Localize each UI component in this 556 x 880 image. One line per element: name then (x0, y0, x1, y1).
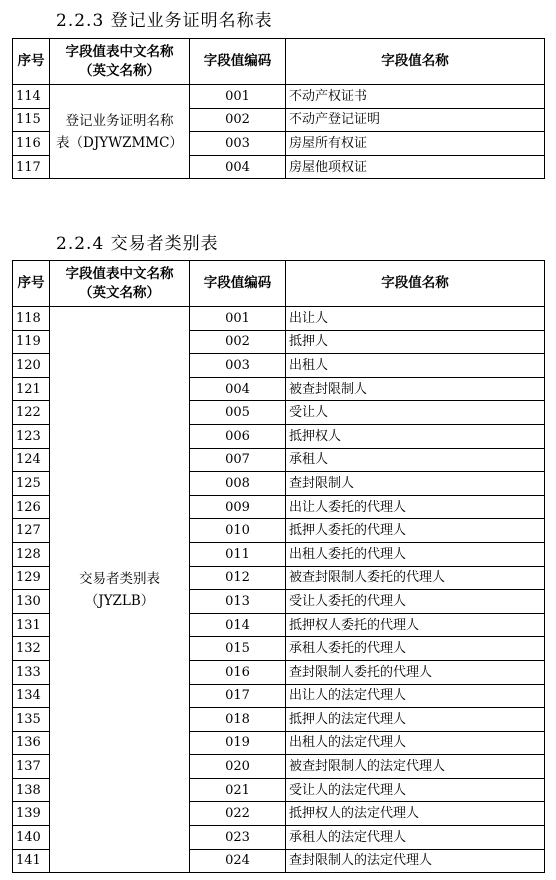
cell-seq: 140 (13, 826, 50, 850)
cell-code: 005 (190, 401, 286, 425)
cell-code: 013 (190, 590, 286, 614)
cell-name: 查封限制人委托的代理人 (286, 660, 545, 684)
cell-code: 017 (190, 684, 286, 708)
cell-seq: 132 (13, 637, 50, 661)
cell-name: 受让人的法定代理人 (286, 778, 545, 802)
cell-seq: 137 (13, 755, 50, 779)
table-header-row (13, 39, 545, 85)
cell-code: 004 (190, 377, 286, 401)
cell-name: 抵押人的法定代理人 (286, 708, 545, 732)
cell-seq: 117 (13, 155, 50, 179)
cell-seq: 135 (13, 708, 50, 732)
table-row (13, 85, 545, 109)
header-field-line1: 字段值表中文名称 (65, 43, 174, 60)
cell-name: 受让人委托的代理人 (286, 590, 545, 614)
cell-name: 承租人 (286, 448, 545, 472)
cell-seq: 133 (13, 660, 50, 684)
cell-code: 001 (190, 307, 286, 331)
cell-code: 018 (190, 708, 286, 732)
cell-seq: 118 (13, 307, 50, 331)
cell-seq: 115 (13, 108, 50, 132)
cell-seq: 129 (13, 566, 50, 590)
cell-name: 抵押权人委托的代理人 (286, 613, 545, 637)
header-field-line2: （英文名称） (79, 284, 160, 301)
cell-seq: 125 (13, 472, 50, 496)
cell-seq: 124 (13, 448, 50, 472)
table-name-line2: （JYZLB） (84, 592, 155, 609)
table-name-line2: 表（DJYWZMMC） (56, 134, 183, 151)
cell-name: 抵押人 (286, 330, 545, 354)
cell-seq: 141 (13, 849, 50, 873)
header-field-line1: 字段值表中文名称 (65, 265, 174, 282)
cell-code: 006 (190, 424, 286, 448)
header-code: 字段值编码 (190, 39, 286, 85)
cell-name: 出租人 (286, 354, 545, 378)
cell-name: 被查封限制人的法定代理人 (286, 755, 545, 779)
cell-code: 023 (190, 826, 286, 850)
cell-code: 015 (190, 637, 286, 661)
cell-name: 查封限制人 (286, 472, 545, 496)
header-name: 字段值名称 (286, 261, 545, 307)
cell-code: 002 (190, 330, 286, 354)
cell-code: 004 (190, 155, 286, 179)
section-heading-2-2-4: 2.2.4 交易者类别表 (56, 234, 219, 254)
cell-code: 008 (190, 472, 286, 496)
cell-name: 被查封限制人 (286, 377, 545, 401)
cell-name: 抵押权人的法定代理人 (286, 802, 545, 826)
cell-code: 009 (190, 495, 286, 519)
header-field-line2: （英文名称） (79, 62, 160, 79)
header-code: 字段值编码 (190, 261, 286, 307)
cell-code: 024 (190, 849, 286, 873)
trader-category-table (12, 260, 545, 873)
cell-name: 承租人的法定代理人 (286, 826, 545, 850)
header-seq: 序号 (13, 261, 50, 307)
cell-name: 不动产登记证明 (286, 108, 545, 132)
cell-seq: 122 (13, 401, 50, 425)
cell-name: 查封限制人的法定代理人 (286, 849, 545, 873)
cell-seq: 134 (13, 684, 50, 708)
cell-code: 002 (190, 108, 286, 132)
cell-seq: 131 (13, 613, 50, 637)
cell-code: 016 (190, 660, 286, 684)
cell-seq: 116 (13, 132, 50, 156)
cell-name: 出让人的法定代理人 (286, 684, 545, 708)
section-heading-2-2-3: 2.2.3 登记业务证明名称表 (56, 11, 273, 31)
cell-name: 出让人委托的代理人 (286, 495, 545, 519)
cell-code: 003 (190, 132, 286, 156)
cell-table-name (50, 307, 190, 873)
cell-name: 抵押人委托的代理人 (286, 519, 545, 543)
cell-seq: 119 (13, 330, 50, 354)
cell-name: 不动产权证书 (286, 85, 545, 109)
cell-seq: 120 (13, 354, 50, 378)
header-field-table-name (50, 261, 190, 307)
cell-name: 出让人 (286, 307, 545, 331)
cell-seq: 128 (13, 542, 50, 566)
cell-code: 022 (190, 802, 286, 826)
cell-code: 001 (190, 85, 286, 109)
header-seq: 序号 (13, 39, 50, 85)
cell-name: 承租人委托的代理人 (286, 637, 545, 661)
table-name-line1: 交易者类别表 (79, 570, 160, 587)
cell-name: 房屋所有权证 (286, 132, 545, 156)
cell-seq: 127 (13, 519, 50, 543)
cell-name: 出租人的法定代理人 (286, 731, 545, 755)
table-row (13, 307, 545, 331)
cell-name: 房屋他项权证 (286, 155, 545, 179)
cell-name: 受让人 (286, 401, 545, 425)
cell-seq: 138 (13, 778, 50, 802)
cell-seq: 139 (13, 802, 50, 826)
certificate-name-table (12, 38, 545, 179)
table-name-line1: 登记业务证明名称 (65, 112, 174, 129)
cell-name: 被查封限制人委托的代理人 (286, 566, 545, 590)
cell-seq: 130 (13, 590, 50, 614)
table-header-row (13, 261, 545, 307)
cell-seq: 126 (13, 495, 50, 519)
cell-code: 007 (190, 448, 286, 472)
header-name: 字段值名称 (286, 39, 545, 85)
cell-code: 010 (190, 519, 286, 543)
cell-code: 012 (190, 566, 286, 590)
cell-seq: 121 (13, 377, 50, 401)
cell-code: 011 (190, 542, 286, 566)
cell-seq: 114 (13, 85, 50, 109)
cell-seq: 123 (13, 424, 50, 448)
cell-code: 003 (190, 354, 286, 378)
cell-table-name (50, 85, 190, 179)
cell-name: 抵押权人 (286, 424, 545, 448)
cell-code: 021 (190, 778, 286, 802)
cell-code: 019 (190, 731, 286, 755)
cell-code: 020 (190, 755, 286, 779)
cell-code: 014 (190, 613, 286, 637)
header-field-table-name (50, 39, 190, 85)
cell-seq: 136 (13, 731, 50, 755)
cell-name: 出租人委托的代理人 (286, 542, 545, 566)
